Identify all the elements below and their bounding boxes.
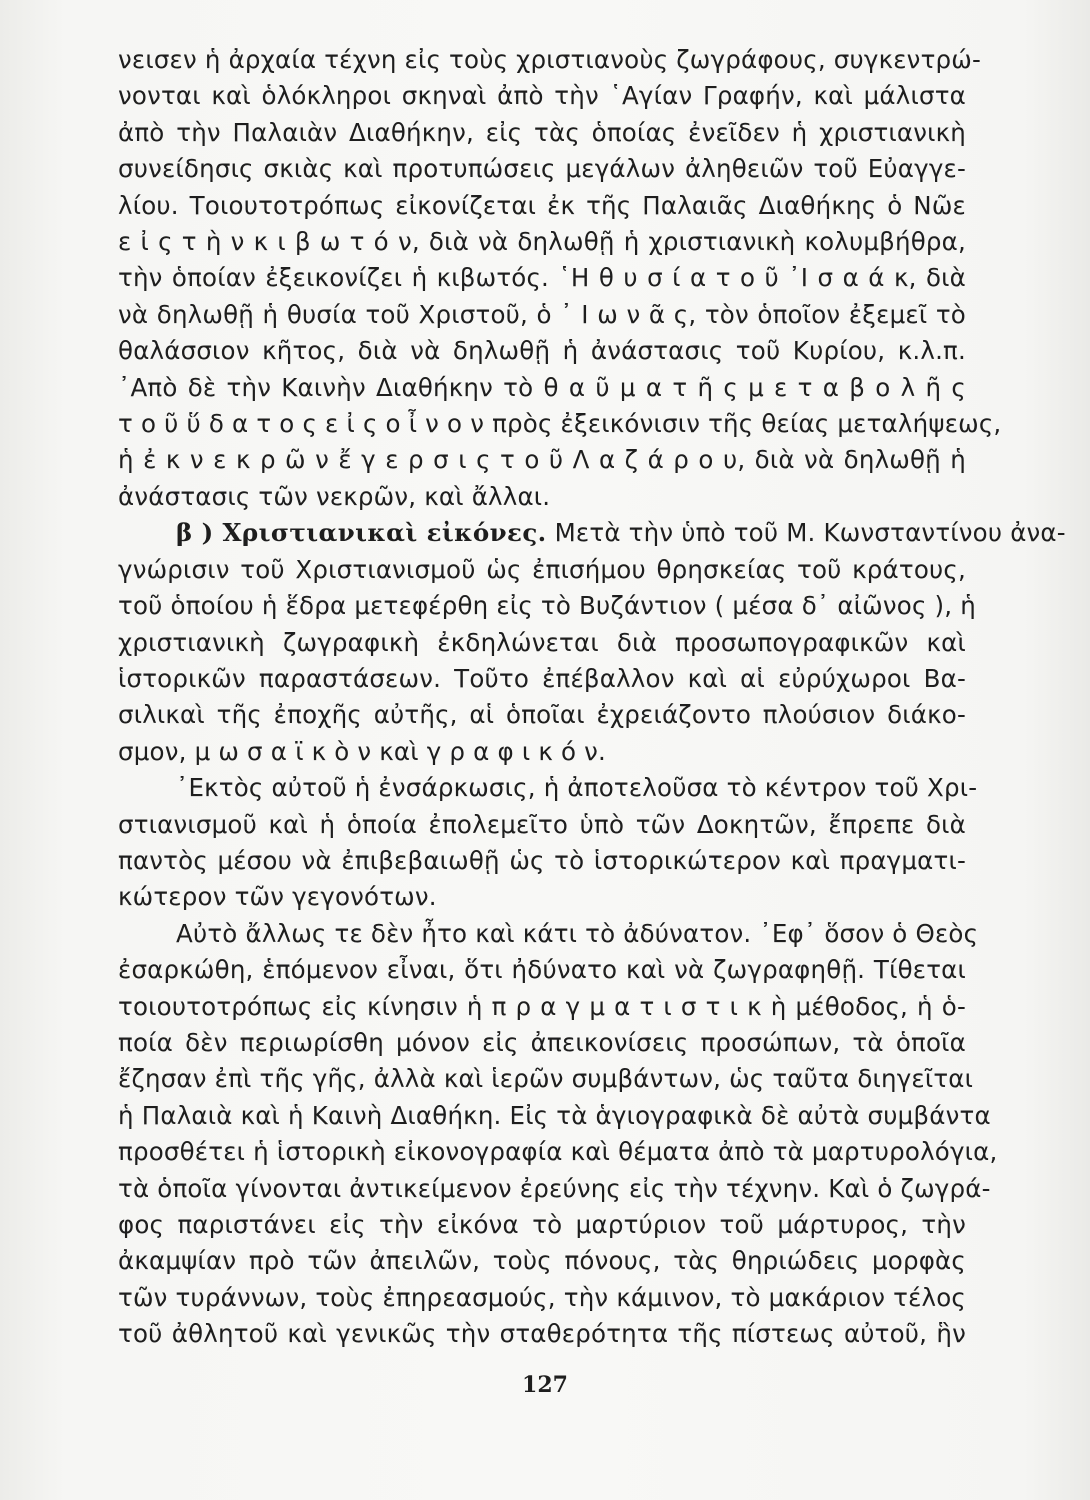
text-line: ἀκαμψίαν πρὸ τῶν ἀπειλῶν, τοὺς πόνους, τὰς θηριώδεις μορφὰς bbox=[118, 1246, 966, 1276]
text-line: νὰ δηλωθῇ ἡ θυσία τοῦ Χριστοῦ, ὁ ᾿ Ι ω ν ᾶ ς, τὸν ὁποῖον ἐξεμεῖ τὸ bbox=[118, 299, 966, 329]
text-line: τῶν τυράννων, τοὺς ἐπηρεασμούς, τὴν κάμινον, τὸ μακάριον τέλος bbox=[118, 1282, 966, 1312]
text-line: συνείδησις σκιὰς καὶ προτυπώσεις μεγάλων ἀληθειῶν τοῦ Εὐαγγε- bbox=[118, 154, 966, 184]
text-line: ἔζησαν ἐπὶ τῆς γῆς, ἀλλὰ καὶ ἱερῶν συμβάντων, ὡς ταῦτα διηγεῖται bbox=[118, 1064, 974, 1094]
text-line: φος παριστάνει εἰς τὴν εἰκόνα τὸ μαρτύριον τοῦ μάρτυρος, τὴν bbox=[118, 1210, 966, 1239]
text-line: παντὸς μέσου νὰ ἐπιβεβαιωθῇ ὡς τὸ ἱστορικώτερον καὶ πραγματι- bbox=[118, 845, 966, 875]
text-line: ποία δὲν περιωρίσθη μόνον εἰς ἀπεικονίσεις προσώπων, τὰ ὁποῖα bbox=[118, 1027, 966, 1057]
text-line: προσθέτει ἡ ἱστορικὴ εἰκονογραφία καὶ θέματα ἀπὸ τὰ μαρτυρολόγια, bbox=[118, 1137, 998, 1167]
text-line: Μετὰ τὴν ὑπὸ τοῦ Μ. Κωνσταντίνου ἀνα- bbox=[554, 518, 1066, 548]
body-text bbox=[118, 42, 1066, 1353]
text-line: γνώρισιν τοῦ Χριστιανισμοῦ ὡς ἐπισήμου θρησκείας τοῦ κράτους, bbox=[118, 554, 966, 584]
text-line: ε ἰ ς τ ὴ ν κ ι β ω τ ό ν, διὰ νὰ δηλωθῇ ἡ χριστιανικὴ κολυμβήθρα, bbox=[118, 227, 966, 257]
text-line: τὰ ὁποῖα γίνονται ἀντικείμενον ἐρεύνης εἰς τὴν τέχνην. Καὶ ὁ ζωγρά- bbox=[118, 1173, 991, 1203]
text-line: νονται καὶ ὁλόκληροι σκηναὶ ἀπὸ τὴν ῾Αγίαν Γραφήν, καὶ μάλιστα bbox=[118, 81, 966, 111]
text-line: τοῦ ἀθλητοῦ καὶ γενικῶς τὴν σταθερότητα τῆς πίστεως αὐτοῦ, ἣν bbox=[118, 1319, 966, 1349]
text-line: λίου. Τοιουτοτρόπως εἰκονίζεται ἐκ τῆς Παλαιᾶς Διαθήκης ὁ Νῶε bbox=[118, 190, 966, 220]
text-line: στιανισμοῦ καὶ ἡ ὁποία ἐπολεμεῖτο ὑπὸ τῶν Δοκητῶν, ἔπρεπε διὰ bbox=[118, 809, 966, 839]
text-line: ἐσαρκώθη, ἑπόμενον εἶναι, ὅτι ἠδύνατο καὶ νὰ ζωγραφηθῇ. Τίθεται bbox=[118, 955, 966, 985]
text-line: νεισεν ἡ ἀρχαία τέχνη εἰς τοὺς χριστιανοὺς ζωγράφους, συγκεντρώ- bbox=[118, 45, 982, 74]
text-line: ἀνάστασις τῶν νεκρῶν, καὶ ἄλλαι. bbox=[118, 481, 551, 511]
text-line: τὴν ὁποίαν ἐξεικονίζει ἡ κιβωτός. ῾Η θ υ σ ί α τ ο ῦ ᾿Ι σ α ά κ, διὰ bbox=[118, 263, 966, 293]
text-line: χριστιανικὴ ζωγραφικὴ ἐκδηλώνεται διὰ προσωπογραφικῶν καὶ bbox=[118, 627, 966, 657]
text-line: τοῦ ὁποίου ἡ ἕδρα μετεφέρθη εἰς τὸ Βυζάντιον ( μέσα δ᾿ αἰῶνος ), ἡ bbox=[118, 591, 977, 621]
text-line: τ ο ῦ ὕ δ α τ ο ς ε ἰ ς ο ἶ ν ο ν πρὸς ἐξεικόνισιν τῆς θείας μεταλήψεως, bbox=[118, 409, 1002, 439]
section-heading-line bbox=[118, 515, 1066, 551]
text-line: Αὐτὸ ἄλλως τε δὲν ἦτο καὶ κάτι τὸ ἀδύνατον. ᾿Εφ᾿ ὅσον ὁ Θεὸς bbox=[176, 918, 979, 948]
text-line: θαλάσσιον κῆτος, διὰ νὰ δηλωθῇ ἡ ἀνάστασις τοῦ Κυρίου, κ.λ.π. bbox=[118, 336, 966, 366]
text-line: κώτερον τῶν γεγονότων. bbox=[118, 882, 437, 912]
text-line: ᾿Εκτὸς αὐτοῦ ἡ ἐνσάρκωσις, ἡ ἀποτελοῦσα τὸ κέντρον τοῦ Χρι- bbox=[176, 773, 978, 803]
text-line: ἱστορικῶν παραστάσεων. Τοῦτο ἐπέβαλλον καὶ αἱ εὐρύχωροι Βα- bbox=[118, 663, 966, 693]
text-line: τοιουτοτρόπως εἰς κίνησιν ἡ π ρ α γ μ α τ ι σ τ ι κ ὴ μέθοδος, ἡ ὁ- bbox=[118, 991, 966, 1021]
section-heading: β ) Χριστιανικαὶ εἰκόνες. bbox=[176, 518, 547, 548]
text-line: ἡ ἐ κ ν ε κ ρ ῶ ν ἔ γ ε ρ σ ι ς τ ο ῦ Λ α ζ ά ρ ο υ, διὰ νὰ δηλωθῇ ἡ bbox=[118, 445, 966, 475]
text-line: σιλικαὶ τῆς ἐποχῆς αὐτῆς, αἱ ὁποῖαι ἐχρειάζοντο πλούσιον διάκο- bbox=[118, 700, 966, 730]
page-number: 127 bbox=[522, 1372, 568, 1398]
text-line: ἡ Παλαιὰ καὶ ἡ Καινὴ Διαθήκη. Εἰς τὰ ἁγιογραφικὰ δὲ αὐτὰ συμβάντα bbox=[118, 1100, 991, 1130]
text-line: σμον, μ ω σ α ϊ κ ὸ ν καὶ γ ρ α φ ι κ ό ν. bbox=[118, 736, 606, 766]
text-line: ἀπὸ τὴν Παλαιὰν Διαθήκην, εἰς τὰς ὁποίας ἐνεῖδεν ἡ χριστιανικὴ bbox=[118, 117, 966, 147]
text-line: ᾿Απὸ δὲ τὴν Καινὴν Διαθήκην τὸ θ α ῦ μ α τ ῆ ς μ ε τ α β ο λ ῆ ς bbox=[118, 372, 966, 402]
